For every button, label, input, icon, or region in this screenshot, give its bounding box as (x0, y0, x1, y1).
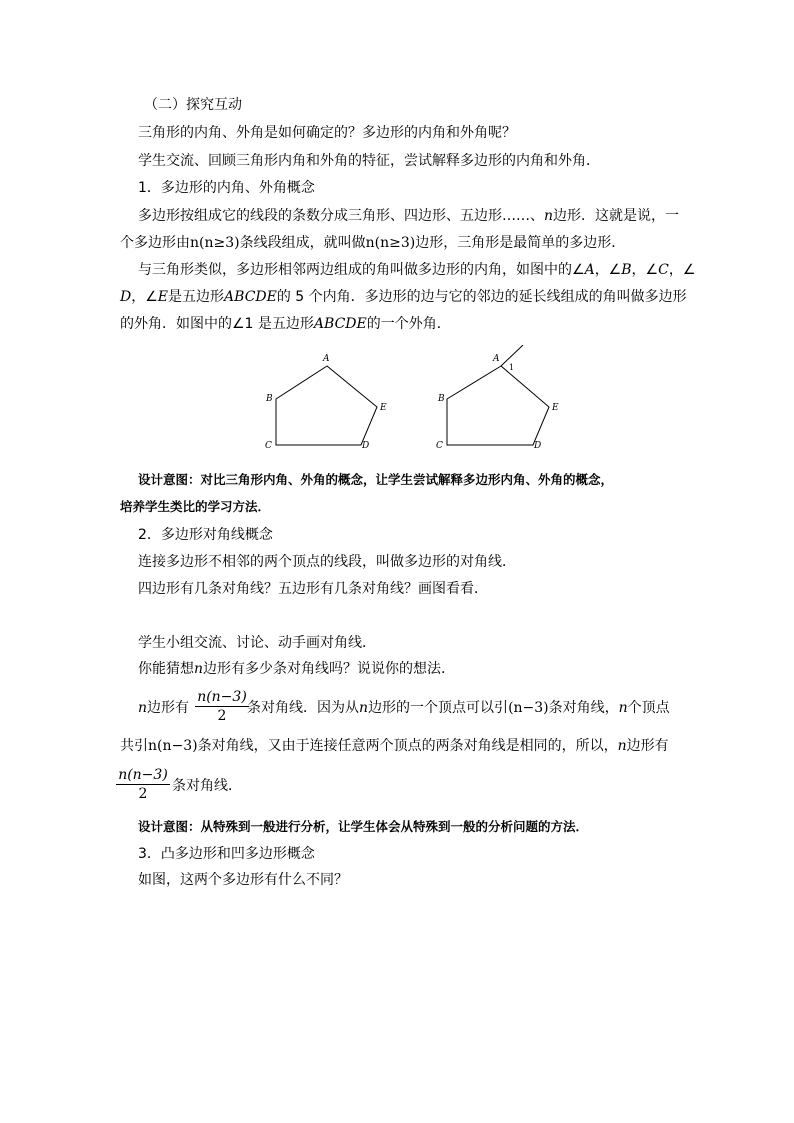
design-intent: 设计意图：对比三角形内角、外角的概念，让学生尝试解释多边形内角、外角的概念， (138, 472, 614, 487)
design-intent: 设计意图：从特殊到一般进行分析，让学生体会从特殊到一般的分析问题的方法． (138, 819, 589, 834)
vertex-label-b: B (438, 394, 445, 404)
pentagon-figures (0, 345, 794, 465)
paragraph: 共引n(n−3)条对角线，又由于连接任意两个顶点的两条对角线是相同的，所以，n边形有 (120, 738, 669, 754)
part2-title: 2．多边形对角线概念 (138, 527, 273, 543)
paragraph: 的外角．如图中的∠1 是五边形ABCDE的一个外角． (120, 316, 451, 332)
part3-title: 3．凸多边形和凹多边形概念 (138, 846, 315, 862)
vertex-label-d: D (534, 441, 542, 451)
vertex-label-a: A (493, 354, 500, 364)
vertex-label-d: D (362, 441, 370, 451)
paragraph: 学生交流、回顾三角形内角和外角的特征，尝试解释多边形的内角和外角． (138, 153, 600, 169)
paragraph: 与三角形类似，多边形相邻两边组成的角叫做多边形的内角，如图中的∠A，∠B，∠C，∠ (138, 262, 696, 278)
design-intent: 培养学生类比的学习方法． (120, 499, 271, 514)
pentagon-exterior-angle (436, 345, 559, 451)
pentagon-interior-angles (265, 354, 387, 451)
angle-label-1: 1 (509, 363, 515, 372)
paragraph: D，∠E是五边形ABCDE的 5 个内角．多边形的边与它的邻边的延长线组成的角叫做多边形 (120, 289, 687, 305)
paragraph: 学生小组交流、讨论、动手画对角线． (138, 635, 376, 651)
paragraph: 连接多边形不相邻的两个顶点的线段，叫做多边形的对角线． (138, 554, 516, 570)
part1-title: 1．多边形的内角、外角概念 (138, 180, 315, 196)
section-heading: （二）探究互动 (144, 97, 242, 113)
pentagon-abcde (276, 366, 377, 445)
vertex-label-c: C (265, 441, 272, 451)
pentagon-abcde-2 (447, 366, 549, 445)
paragraph: n边形有 条对角线．因为从n边形的一个顶点可以引(n−3)条对角线，n个顶点 (138, 700, 670, 716)
paragraph: 个多边形由n(n≥3)条线段组成，就叫做n(n≥3)边形，三角形是最简单的多边形． (120, 235, 626, 251)
paragraph: 你能猜想n边形有多少条对角线吗？说说你的想法． (138, 661, 456, 677)
vertex-label-c: C (436, 441, 443, 451)
vertex-label-e: E (380, 403, 387, 413)
vertex-label-b: B (266, 394, 273, 404)
paragraph: 条对角线． (172, 778, 242, 794)
vertex-label-e: E (552, 403, 559, 413)
vertex-label-a: A (323, 354, 330, 364)
paragraph: 四边形有几条对角线？五边形有几条对角线？画图看看． (138, 581, 488, 597)
fraction: $\frac{n(n-3)}{2}$ (116, 766, 170, 803)
paragraph: 多边形按组成它的线段的条数分成三角形、四边形、五边形……、n边形．这就是说，一 (138, 208, 680, 224)
fraction: $\frac{n(n-3)}{2}$ (195, 688, 249, 725)
paragraph: 如图，这两个多边形有什么不同？ (138, 872, 348, 888)
paragraph: 三角形的内角、外角是如何确定的？多边形的内角和外角呢？ (138, 125, 516, 141)
